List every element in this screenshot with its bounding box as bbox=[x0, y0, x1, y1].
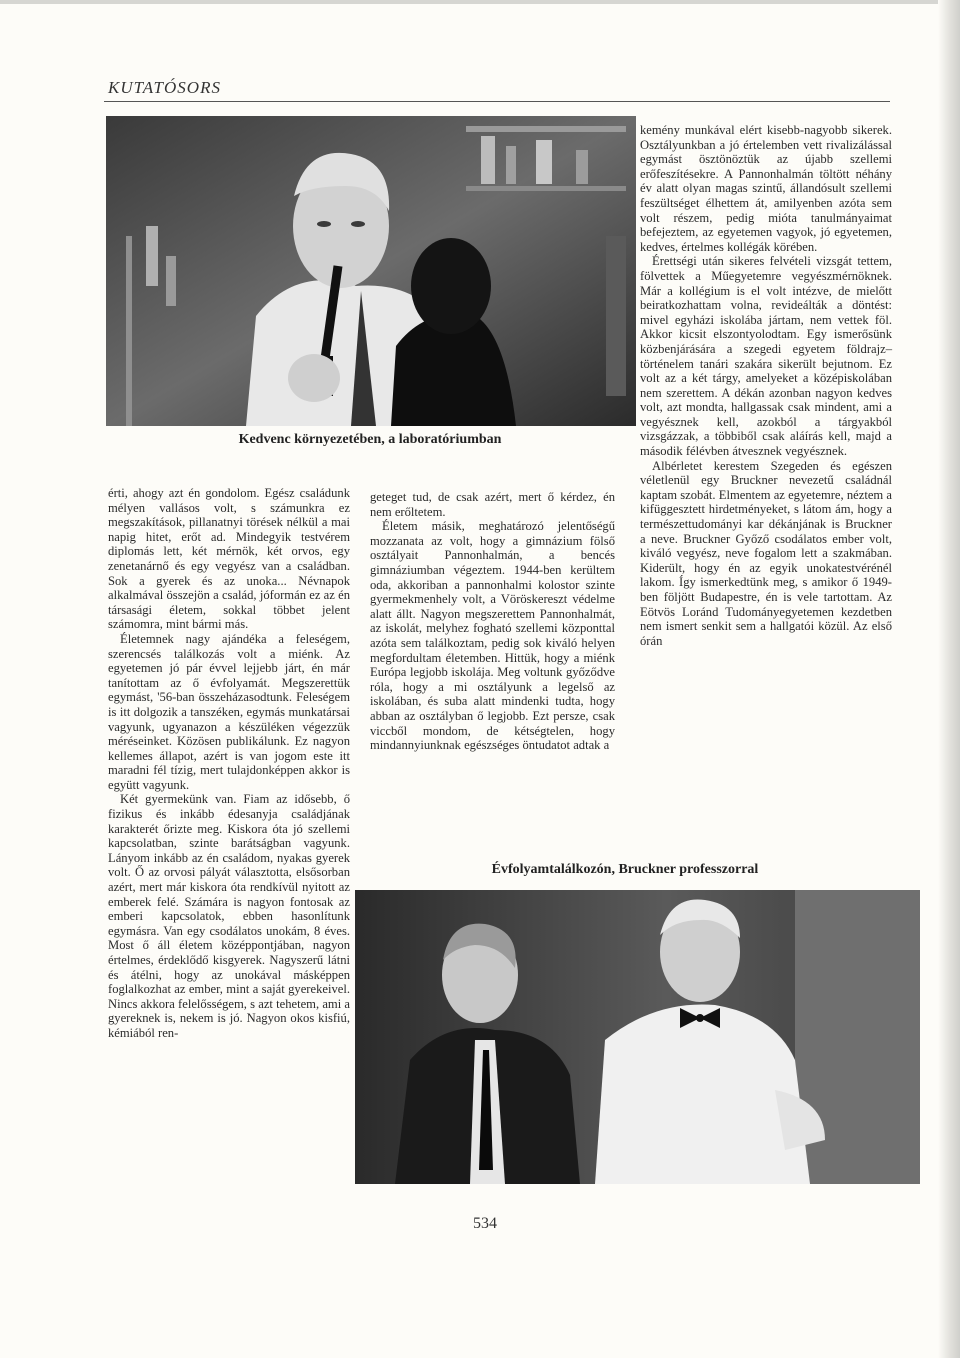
page-number: 534 bbox=[473, 1215, 497, 1232]
reunion-photo bbox=[355, 890, 920, 1184]
group-photo-icon bbox=[355, 890, 920, 1184]
laboratory-photo bbox=[106, 116, 636, 426]
paragraph: kemény munkával elért kisebb-nagyobb sikerek. Osztályunkban a jó értelemben vett rivalizálással egymást ösztönöztük az újabb szellemi erőfeszítésekre. A Pannonhalmán töltött néhány év alatt olyan magas szintű, állandósult szellemi feszültséget élhettem át, amilyenben azóta sem volt részem, pedig mióta tanulmányaimat befejeztem, az egyetemen vagyok, jó egyetemen, kedves, értelmes kollégák körében. bbox=[640, 123, 892, 254]
paragraph: Életem másik, meghatározó jelentőségű mozzanata az volt, hogy a gimnázium fölső osztályait Pannonhalmán, a bencés gimnáziumban végeztem. 1944-ben kerültem oda, akkoriban a pannonhalmi kolostor szinte gyermekmenhely volt, a Vöröskereszt védelme alatt állt. Nagyon megszerettem Pannonhalmát, az iskolát, melyhez fogható szellemi központtal azóta sem találkoztam, pedig sok kiváló helyen megfordultam életemben. Hittük, hogy a miénk Európa legjobb iskolája. Meg voltunk győződve róla, hogy a mi osztályunk a legelső az iskolában, és suba alatt mindenki tudta, hogy abban az osztályban ő legjobb. Ezt persze, csak viccből mondom, de kétségtelen, hogy mindannyiunknak egészséges öntudatot adtak a bbox=[370, 519, 615, 753]
paragraph: Érettségi után sikeres felvételi vizsgát tettem, fölvettek a Műegyetemre vegyészmérnöknek. Már a kollégium is el volt intézve, de mielőtt beiratkozhattam volna, revideálták a döntést: mivel egyházi iskolába jártam, nem vettek föl. Akkor kicsit elszontyolodtam. Egy ismerősünk közbenjárására a szegedi egyetem földrajz–történelem tanári szakára sikerült bejutnom. Ez volt az a két tárgy, amelyeket a középiskolában nem szerettem. A dékán azonban nagyon kedves volt, azt mondta, hallgassak csak mindent, ami a vegyésznek kell, azokból a tárgyakból vizsgázzak, a többiből csak aláírás kell, majd a második félévben átvesznek vegyésznek. bbox=[640, 254, 892, 459]
article-column-right bbox=[640, 123, 892, 648]
photo-caption-reunion: Évfolyamtalálkozón, Bruckner professzorral bbox=[491, 862, 759, 877]
article-column-left bbox=[108, 486, 350, 1041]
paragraph: Albérletet kerestem Szegeden és egészen véletlenül egy Bruckner nevezetű családnál kaptam szobát. Elmentem az egyetemre, néztem a kifüggesztett hirdetményeket, s látom ám, hogy a természettudományi kar dékánjának is Bruckner a neve. Bruckner Győző csodálatos ember volt, kiváló vegyész, neve fogalom lett a szakmában. Kiderült, hogy én az egyik unokatestvérénél lakom. Így ismerkedtünk meg, s amikor ő 1949-ben följött Budapestre, én is vele tartottam. Az Eötvös Loránd Tudományegyetemen kezdetben nem ismert senkit sem a hallgatói közül. Az első órán bbox=[640, 458, 892, 648]
page-gutter-shadow bbox=[938, 0, 960, 1358]
paragraph: geteget tud, de csak azért, mert ő kérdez, én nem erőltetem. bbox=[370, 490, 615, 519]
article-column-middle bbox=[370, 490, 615, 753]
portrait-photo-icon bbox=[106, 116, 636, 426]
scan-edge bbox=[0, 0, 960, 4]
photo-caption-laboratory: Kedvenc környezetében, a laboratóriumban bbox=[238, 432, 502, 447]
header-rule bbox=[104, 101, 890, 102]
section-header: KUTATÓSORS bbox=[108, 78, 221, 97]
paragraph: Életemnek nagy ajándéka a feleségem, szerencsés találkozás volt a miénk. Az egyetemen jó pár évvel lejjebb járt, én már tanítottam az ő évfolyamát. Megszerettük egymást, '56-ban összeházasodtunk. Feleségem is itt dolgozik a tanszéken, egymás munkatársai vagyunk, ugyanazon a készüléken végezzük méréseinket. Közösen publikálunk. Ez nagyon kellemes állapot, azért is van jogom este itt maradni fél tízig, mert tulajdonképpen akkor is együtt vagyunk. bbox=[108, 631, 350, 792]
paragraph: érti, ahogy azt én gondolom. Egész családunk mélyen vallásos volt, s számunkra ez megszakítások, pillanatnyi törések nélkül a mai napig hitet, erőt ad. Mindegyik testvérem diplomás lett, két mérnök, két orvos, egy zenetanárnő és egy vegyész van a családban. Sok a gyerek és az unoka... Névnapok alkalmával összejön a család, jóformán ez az én társasági életem, sokkal többet jelent számomra, mint bármi más. bbox=[108, 486, 350, 632]
paragraph: Két gyermekünk van. Fiam az idősebb, ő fizikus és inkább édesanyja családjának karakterét őrizte meg. Kiskora óta jó szellemi kapcsolatban, szinte barátságban vagyunk. Lányom inkább az én családom, nyakas gyerek volt. Ő az orvosi pályát választotta, elsősorban azért, mert már kiskora óta rendkívül nyitott az emberek felé. Számára is nagyon fontosak az emberi kapcsolatok, ebben hasonlítunk egymásra. Van egy csodálatos unokám, 8 éves. Most ő áll életem középpontjában, nagyon értelmes, érdeklődő kisgyerek. Nagyszerű látni és átélni, hogy az unokával másképpen foglalkozhat az ember, mint a saját gyerekeivel. Nincs akkora felelősségem, s azt tehetem, ami a gyereknek is, nekem is jó. Nagyon okos kisfiú, kémiából ren- bbox=[108, 792, 350, 1040]
